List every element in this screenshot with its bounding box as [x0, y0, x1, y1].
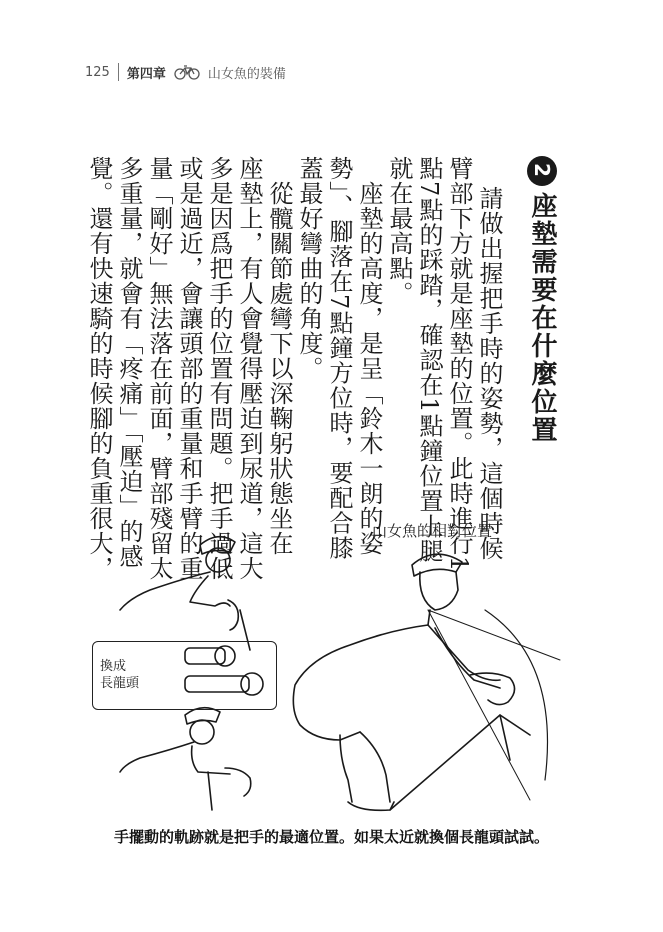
body-column: 多是因爲把手的位置有問題。把手過低 — [205, 156, 233, 581]
body-column: 臂部下方就是座墊的位置。此時進行1 — [445, 156, 473, 573]
header-divider — [118, 63, 119, 81]
inset-label-line: 換成 — [100, 659, 127, 674]
body-column: 就在最高點。 — [385, 156, 413, 306]
running-header — [85, 62, 286, 82]
bicycle-icon — [174, 64, 200, 80]
body-column: 覺。還有快速騎的時候腳的負重很大， — [85, 156, 113, 581]
section-number-badge: 2 — [527, 156, 557, 186]
figure-caption: 手擺動的軌跡就是把手的最適位置。如果太近就換個長龍頭試試。 — [113, 828, 549, 846]
body-column: 請做出握把手時的姿勢，這個時候 — [475, 186, 503, 561]
page-number: 125 — [85, 64, 110, 80]
section-heading — [524, 156, 561, 444]
chapter-title: 山女魚的裝備 — [207, 66, 286, 82]
body-column: 或是過近，會讓頭部的重量和手臂的重 — [175, 156, 203, 581]
inset-label — [100, 658, 154, 692]
inset-label-line: 長龍頭 — [100, 676, 140, 691]
body-column: 多重量，就會有「疼痛」「壓迫」的感 — [115, 156, 143, 569]
chapter-label: 第四章 — [126, 66, 166, 82]
body-column: 座墊的高度，是呈「鈴木一朗的姿 — [355, 156, 383, 556]
body-column: 量「剛好」無法落在前面，臂部殘留太 — [145, 156, 173, 581]
body-column: 從髖關節處彎下以深鞠躬狀態坐在 — [265, 156, 293, 556]
illustration-label: 山女魚的相對位置 — [372, 522, 493, 540]
body-column: 座墊上，有人會覺得壓迫到尿道，這大 — [235, 156, 263, 581]
body-column: 點7點的踩踏，確認在1點鐘位置上腿 — [415, 156, 443, 564]
body-column: 勢」、腳落在7點鐘方位時，要配合膝 — [325, 156, 353, 561]
section-title-text: 座墊需要在什麼位置 — [527, 192, 557, 444]
body-column: 蓋最好彎曲的角度。 — [295, 156, 323, 381]
